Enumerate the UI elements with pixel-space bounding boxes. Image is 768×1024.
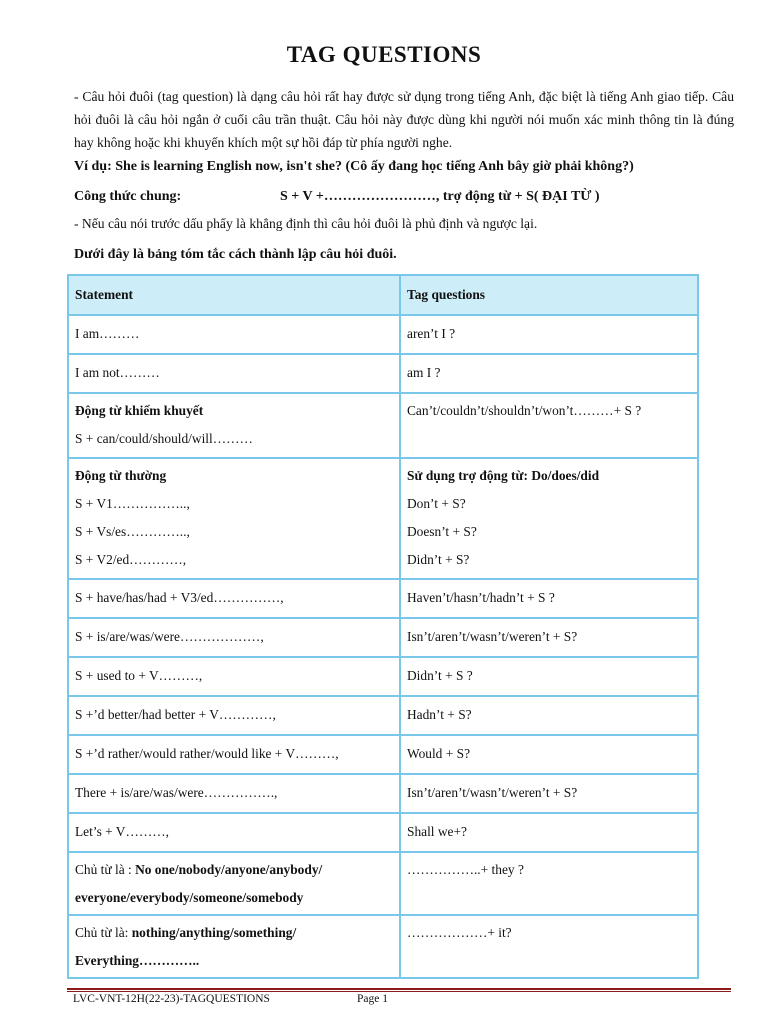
example-sentence: Ví dụ: She is learning English now, isn't she? (Cô ấy đang học tiếng Anh bây giờ phải không?)	[74, 159, 634, 174]
ordinary-verb-heading: Động từ thường	[75, 468, 167, 483]
subject-prefix: Chủ từ là:	[75, 925, 132, 940]
table-row	[68, 735, 698, 774]
statement-cell	[68, 458, 400, 579]
subject-words: No one/nobody/anyone/anybody/	[135, 862, 323, 877]
formula-text: S + V +……………………, trợ động từ + S( ĐẠI TỪ )	[280, 189, 600, 204]
table-row	[68, 696, 698, 735]
tag-text: Hadn’t + S?	[407, 707, 472, 722]
statement-cell	[68, 696, 400, 735]
footer-divider	[67, 988, 731, 990]
intro-paragraph: - Câu hỏi đuôi (tag question) là dạng câu hỏi rất hay được sử dụng trong tiếng Anh, đặc biệt là tiếng Anh giao tiếp. Câu hỏi đuôi là câu hỏi ngắn ở cuối câu trần thuật. Câu hỏi này được dùng khi người nói muốn xác minh thông tin là đúng hay không hoặc khi khuyến khích một sự hồi đáp từ phía người nghe.	[74, 89, 734, 150]
statement-cell	[68, 315, 400, 354]
tag-text: Doesn’t + S?	[407, 524, 477, 539]
tag-cell	[400, 774, 698, 813]
statement-text: There + is/are/was/were…………….,	[75, 785, 278, 800]
statement-cell	[68, 393, 400, 458]
statement-cell	[68, 774, 400, 813]
table-row	[68, 915, 698, 978]
tag-text: Shall we+?	[407, 824, 467, 839]
footer-doc-code: LVC-VNT-12H(22-23)-TAGQUESTIONS	[73, 993, 270, 1005]
statement-cell	[68, 813, 400, 852]
statement-text: S + used to + V………,	[75, 668, 203, 683]
subject-words-continued: everyone/everybody/someone/somebody	[75, 890, 304, 905]
footer-divider-thin	[67, 991, 731, 992]
tag-text: ……………..+ they ?	[407, 862, 524, 877]
tag-cell	[400, 354, 698, 393]
header-tag-questions: Tag questions	[400, 275, 698, 315]
table-row	[68, 618, 698, 657]
statement-text: S +’d better/had better + V…………,	[75, 707, 276, 722]
tag-text: am I ?	[407, 365, 441, 380]
table-header-row	[68, 275, 698, 315]
header-statement: Statement	[68, 275, 400, 315]
tag-cell	[400, 315, 698, 354]
page-title: TAG QUESTIONS	[286, 42, 482, 67]
tag-cell	[400, 579, 698, 618]
table-row	[68, 458, 698, 579]
statement-cell	[68, 735, 400, 774]
tag-cell	[400, 458, 698, 579]
tag-cell	[400, 657, 698, 696]
tag-text: ………………+ it?	[407, 925, 512, 940]
statement-cell	[68, 354, 400, 393]
auxiliary-heading: Sử dụng trợ động từ: Do/does/did	[407, 468, 600, 483]
tag-text: aren’t I ?	[407, 326, 456, 341]
modal-verb-heading: Động từ khiếm khuyết	[75, 403, 204, 418]
tag-cell	[400, 735, 698, 774]
rule-paragraph: - Nếu câu nói trước dấu phẩy là khẳng định thì câu hỏi đuôi là phủ định và ngược lại.	[74, 216, 538, 231]
statement-cell	[68, 915, 400, 978]
formula-label: Công thức chung:	[74, 189, 182, 204]
statement-text: S + have/has/had + V3/ed……………,	[75, 590, 284, 605]
tag-text: Isn’t/aren’t/wasn’t/weren’t + S?	[407, 785, 578, 800]
formula-line	[74, 185, 734, 208]
tag-text: Didn’t + S?	[407, 552, 470, 567]
tag-text: Haven’t/hasn’t/hadn’t + S ?	[407, 590, 555, 605]
statement-text	[75, 856, 393, 884]
tag-text: Can’t/couldn’t/shouldn’t/won’t………+ S ?	[407, 403, 642, 418]
statement-text: S + Vs/es…………..,	[75, 524, 190, 539]
statement-text: S + V2/ed…………,	[75, 552, 187, 567]
table-row	[68, 774, 698, 813]
table-row	[68, 393, 698, 458]
tag-cell	[400, 393, 698, 458]
statement-text: S + is/are/was/were………………,	[75, 629, 264, 644]
tag-cell	[400, 618, 698, 657]
subject-words: nothing/anything/something/	[131, 925, 297, 940]
tag-text: Didn’t + S ?	[407, 668, 473, 683]
table-row	[68, 813, 698, 852]
table-row	[68, 579, 698, 618]
footer-page-number: Page 1	[357, 993, 388, 1005]
tag-cell	[400, 915, 698, 978]
tag-cell	[400, 852, 698, 915]
tag-text: Isn’t/aren’t/wasn’t/weren’t + S?	[407, 629, 578, 644]
tag-cell	[400, 696, 698, 735]
statement-text: I am………	[75, 326, 140, 341]
statement-cell	[68, 657, 400, 696]
statement-cell	[68, 852, 400, 915]
tag-cell	[400, 813, 698, 852]
table-row	[68, 657, 698, 696]
statement-text: I am not………	[75, 365, 160, 380]
tag-text: Don’t + S?	[407, 496, 466, 511]
statement-text: S + V1……………..,	[75, 496, 190, 511]
subject-words-continued: Everything…………..	[75, 953, 200, 968]
tag-text: Would + S?	[407, 746, 471, 761]
statement-text: S + can/could/should/will………	[75, 431, 253, 446]
statement-text: S +’d rather/would rather/would like + V………,	[75, 746, 339, 761]
statement-cell	[68, 618, 400, 657]
statement-text: Let’s + V………,	[75, 824, 169, 839]
statement-cell	[68, 579, 400, 618]
table-intro: Dưới đây là bảng tóm tắc cách thành lập câu hỏi đuôi.	[74, 247, 397, 262]
table-row	[68, 852, 698, 915]
table-row	[68, 354, 698, 393]
tag-questions-table	[67, 274, 699, 979]
subject-prefix: Chủ từ là :	[75, 862, 136, 877]
table-row	[68, 315, 698, 354]
statement-text	[75, 919, 393, 947]
